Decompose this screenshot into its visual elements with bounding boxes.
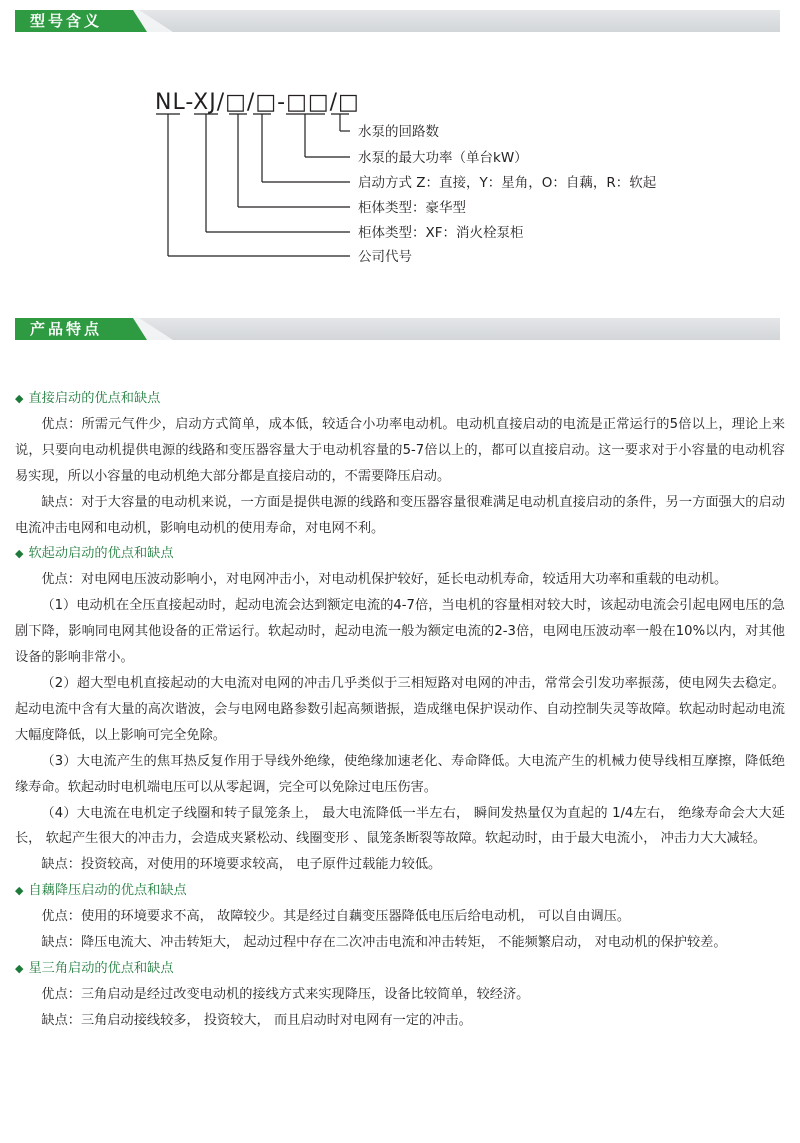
paragraph: 优点：对电网电压波动影响小，对电网冲击小，对电动机保护较好，延长电动机寿命，较适用大功率和重载的电动机。 [41,572,728,588]
paragraph: 优点：使用的环境要求不高， 故障较少。其是经过自藕变压器降低电压后给电动机， 可以自由调压。 [41,909,631,925]
model-item-power: 水泵的最大功率（单台kW） [358,150,528,166]
section-title: 产品特点 [30,320,103,338]
paragraph: 优点：三角启动是经过改变电动机的接线方式来实现降压，设备比较简单，较经济。 [41,986,530,1002]
model-code-diagram [0,80,800,280]
paragraph: （3）大电流产生的焦耳热反复作用于导线外绝缘，使绝缘加速老化、寿命降低。大电流产生的机械力使导线相互摩擦，降低绝缘寿命。软起动时电机端电压可以从零起调，完全可以免除过电压伤害。 [15,753,785,795]
section-title: 型号含义 [30,12,103,30]
diamond-icon: ◆ [15,547,24,561]
paragraph: 缺点：投资较高，对使用的环境要求较高， 电子原件过载能力较低。 [41,857,442,873]
diamond-icon: ◆ [15,961,24,975]
paragraph: 缺点：降压电流大、冲击转矩大， 起动过程中存在二次冲击电流和冲击转矩， 不能频繁启动， 对电动机的保护较差。 [41,935,727,951]
model-item-circuits: 水泵的回路数 [358,124,439,140]
model-code-leader-lines [156,114,350,256]
features-content [15,386,785,1034]
diamond-icon: ◆ [15,884,24,898]
paragraph: 缺点：三角启动接线较多， 投资较大， 而且启动时对电网有一定的冲击。 [41,1012,472,1028]
heading-soft-start: ◆ 软起动启动的优点和缺点 [15,546,174,562]
heading-direct-start: ◆ 直接启动的优点和缺点 [15,391,161,406]
paragraph: 缺点：对于大容量的电动机来说，一方面是提供电源的线路和变压器容量很难满足电动机直接启动的条件，另一方面强大的启动电流冲击电网和电动机，影响电动机的使用寿命，对电网不利。 [15,494,785,536]
heading-autotransformer-start: ◆ 自藕降压启动的优点和缺点 [15,883,187,899]
model-item-cabinet-xf: 柜体类型：XF：消火栓泵柜 [358,225,524,241]
heading-star-delta-start: ◆ 星三角启动的优点和缺点 [15,960,174,976]
paragraph: （1）电动机在全压直接起动时，起动电流会达到额定电流的4-7倍，当电机的容量相对较大时，该起动电流会引起电网电压的急剧下降，影响同电网其他设备的正常运行。软起动时，起动电流一般为额定电流的2-3倍，电网电压波动率一般在10%以内，对其他设备的影响非常小。 [15,598,785,666]
section-header-model [15,10,780,32]
model-code: NL-XJ/□/□-□□/□ [155,90,360,115]
paragraph: （2）超大型电机直接起动的大电流对电网的冲击几乎类似于三相短路对电网的冲击，常常会引发功率振荡，使电网失去稳定。起动电流中含有大量的高次谐波，会与电网电路参数引起高频谐振，造成继电保护误动作、自动控制失灵等故障。软起动时起动电流大幅度降低，以上影响可完全免除。 [15,675,785,743]
paragraph: （4）大电流在电机定子线圈和转子鼠笼条上， 最大电流降低一半左右， 瞬间发热量仅为直起的 1/4左右， 绝缘寿命会大大延长， 软起产生很大的冲击力，会造成夹紧松动、线圈变形 、鼠笼条断裂等故障。软起动时，由于最大电流小， 冲击力大大减轻。 [15,805,785,847]
model-item-company-code: 公司代号 [358,249,412,265]
section-header-features [15,318,780,340]
model-item-start-mode: 启动方式 Z：直接，Y：星角，O：自藕，R：软起 [358,175,657,191]
paragraph: 优点：所需元气件少，启动方式简单，成本低，较适合小功率电动机。电动机直接启动的电流是正常运行的5倍以上，理论上来说，只要向电动机提供电源的线路和变压器容量大于电动机容量的5-7倍以上的，都可以直接启动。这一要求对于小容量的电动机容易实现，所以小容量的电动机绝大部分都是直接启动的，不需要降压启动。 [15,416,785,484]
model-item-cabinet-deluxe: 柜体类型：豪华型 [358,200,466,216]
diamond-icon: ◆ [15,392,24,405]
